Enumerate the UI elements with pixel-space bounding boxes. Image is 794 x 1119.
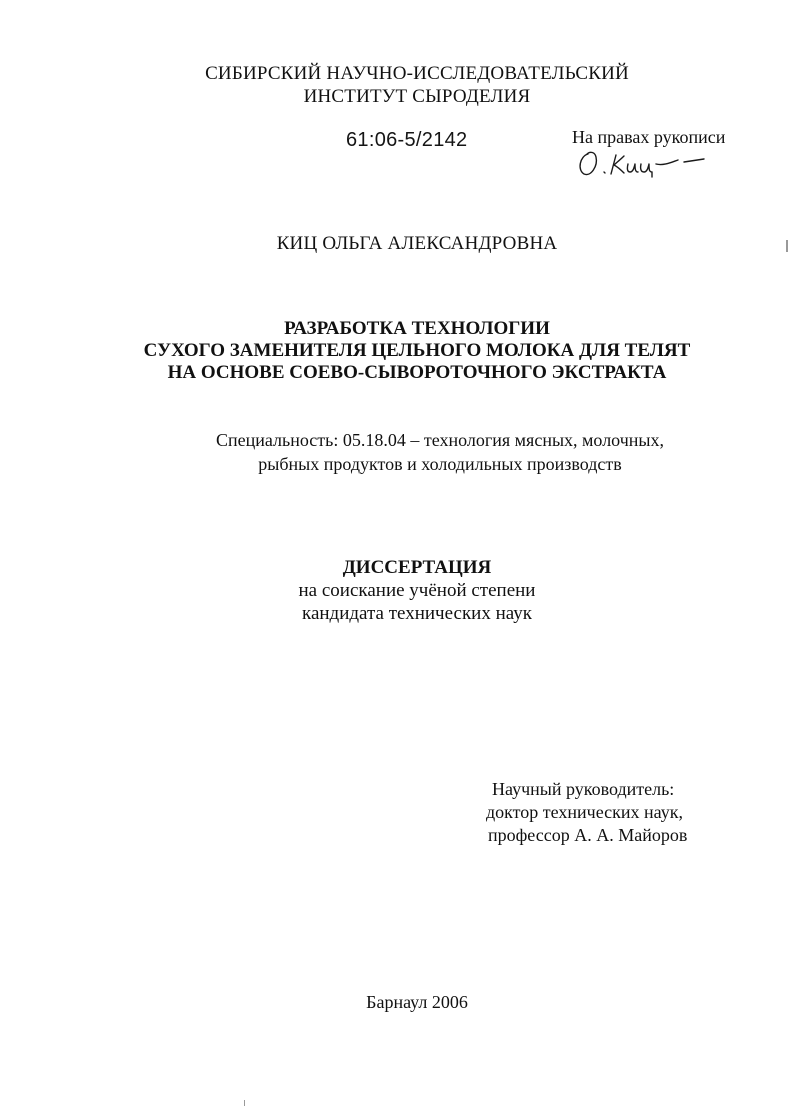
supervisor-name: профессор А. А. Майоров: [488, 825, 688, 845]
supervisor-block: [480, 778, 740, 847]
author-name: КИЦ ОЛЬГА АЛЕКСАНДРОВНА: [276, 233, 558, 254]
rights-notice: На правах рукописи: [572, 127, 726, 147]
supervisor-label: Научный руководитель:: [492, 779, 675, 799]
dissertation-title: [20, 318, 794, 384]
degree-line-1: на соискание учёной степени: [298, 580, 536, 601]
supervisor-degree: доктор технических наук,: [486, 802, 683, 822]
institute-line-2: ИНСТИТУТ СЫРОДЕЛИЯ: [303, 86, 531, 107]
scan-speck: [244, 1100, 245, 1106]
specialty-line-1: Специальность: 05.18.04 – технология мясных, молочных,: [215, 430, 664, 450]
catalog-number-stamp: 61:06-5/2142: [346, 129, 468, 151]
specialty: [180, 428, 700, 476]
degree-line-2: кандидата технических наук: [302, 603, 532, 624]
handwritten-signature: [574, 142, 714, 182]
title-line-1: РАЗРАБОТКА ТЕХНОЛОГИИ: [284, 318, 550, 339]
dissertation-heading: ДИССЕРТАЦИЯ: [342, 557, 492, 578]
title-line-3: НА ОСНОВЕ СОЕВО-СЫВОРОТОЧНОГО ЭКСТРАКТА: [167, 362, 667, 383]
scan-speck: [786, 240, 788, 252]
institute-name: [20, 62, 794, 108]
city-year: Барнаул 2006: [366, 992, 468, 1012]
specialty-line-2: рыбных продуктов и холодильных производств: [258, 454, 622, 474]
institute-line-1: СИБИРСКИЙ НАУЧНО-ИССЛЕДОВАТЕЛЬСКИЙ: [205, 63, 629, 84]
dissertation-block: [20, 556, 794, 625]
title-line-2: СУХОГО ЗАМЕНИТЕЛЯ ЦЕЛЬНОГО МОЛОКА ДЛЯ ТЕЛЯТ: [143, 340, 691, 361]
